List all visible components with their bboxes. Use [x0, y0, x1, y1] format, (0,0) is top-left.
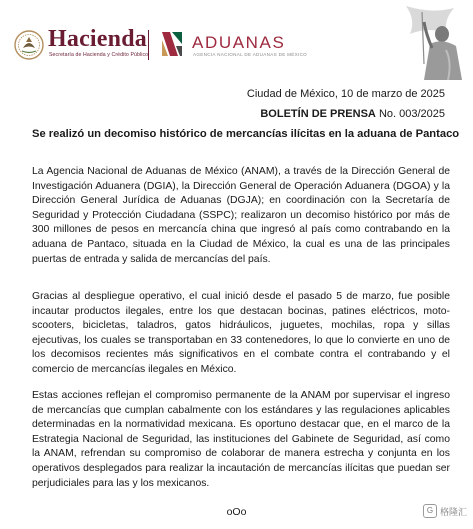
body-paragraph-2: Gracias al despliegue operativo, el cual inició desde el pasado 5 de marzo, fue posible incautar productos ilegales, entre los que destacan bocinas, patines eléctricos, moto-scooters, bicicletas, taladros, gatos hidráulicos, juguetes, mochilas, ropa y sillas ejecutivas, los cuales se transportaban en 33 contenedores, lo que lo convierte en uno de los decomisos recientes más significativos en el combate contra el contrabando y el comercio de mercancías ilegales en México.	[32, 291, 450, 375]
aduanas-logo-text: ADUANAS	[192, 33, 286, 52]
watermark	[423, 504, 467, 518]
bulletin-number: No. 003/2025	[378, 108, 445, 120]
body-paragraph-3: Estas acciones reflejan el compromiso permanente de la ANAM por supervisar el ingreso de mercancías que cumplan cabalmente con los estándares y las regulaciones aplicables determinadas en la normatividad mexicana. Es oportuno destacar que, en el marco de la Estrategia Nacional de Seguridad, las instituciones del Gabinete de Seguridad, así como la ANAM, refrendan su compromiso de colaborar de manera estrecha y conjunta en los operativos desplegados para realizar la incautación de mercancías ilícitas que puedan ser perjudiciales para las y los mexicanos.	[32, 390, 450, 489]
headline: Se realizó un decomiso histórico de mercancías ilícitas en la aduana de Pantaco	[32, 128, 460, 140]
bulletin-line	[260, 108, 445, 120]
hacienda-subtitle: Secretaría de Hacienda y Crédito Público	[49, 52, 149, 58]
body-paragraph-1: La Agencia Nacional de Aduanas de México (ANAM), a través de la Dirección General de Investigación Aduanera (DGIA), la Dirección General de Operación Aduanera (DGOA) y la Dirección General Jurídica de Aduanas (DGJA); en coordinación con la Secretaría de Seguridad y Protección Ciudadana (SSPC); realizaron un decomiso histórico por más de 300 millones de pesos en mercancía china que ingresó al país como contrabando en la aduana de Pantaco, situada en la Ciudad de México, la cual es una de las principales puertas de entrada y salida de mercancías del país.	[32, 166, 450, 265]
aduanas-logo-icon	[160, 30, 184, 58]
document-header	[0, 0, 473, 78]
watermark-logo-icon: G	[423, 504, 437, 518]
bulletin-label: BOLETÍN DE PRENSA	[260, 108, 376, 120]
closing-mark: oOo	[226, 506, 247, 518]
heroine-illustration-icon	[402, 4, 468, 80]
hacienda-logo-text: Hacienda	[48, 26, 147, 52]
aduanas-subtitle: AGENCIA NACIONAL DE ADUANAS DE MÉXICO	[193, 52, 308, 57]
watermark-text: 格隆汇	[439, 506, 467, 517]
national-seal-icon	[14, 30, 44, 60]
place-date: Ciudad de México, 10 de marzo de 2025	[246, 88, 445, 100]
logo-divider	[148, 30, 149, 60]
